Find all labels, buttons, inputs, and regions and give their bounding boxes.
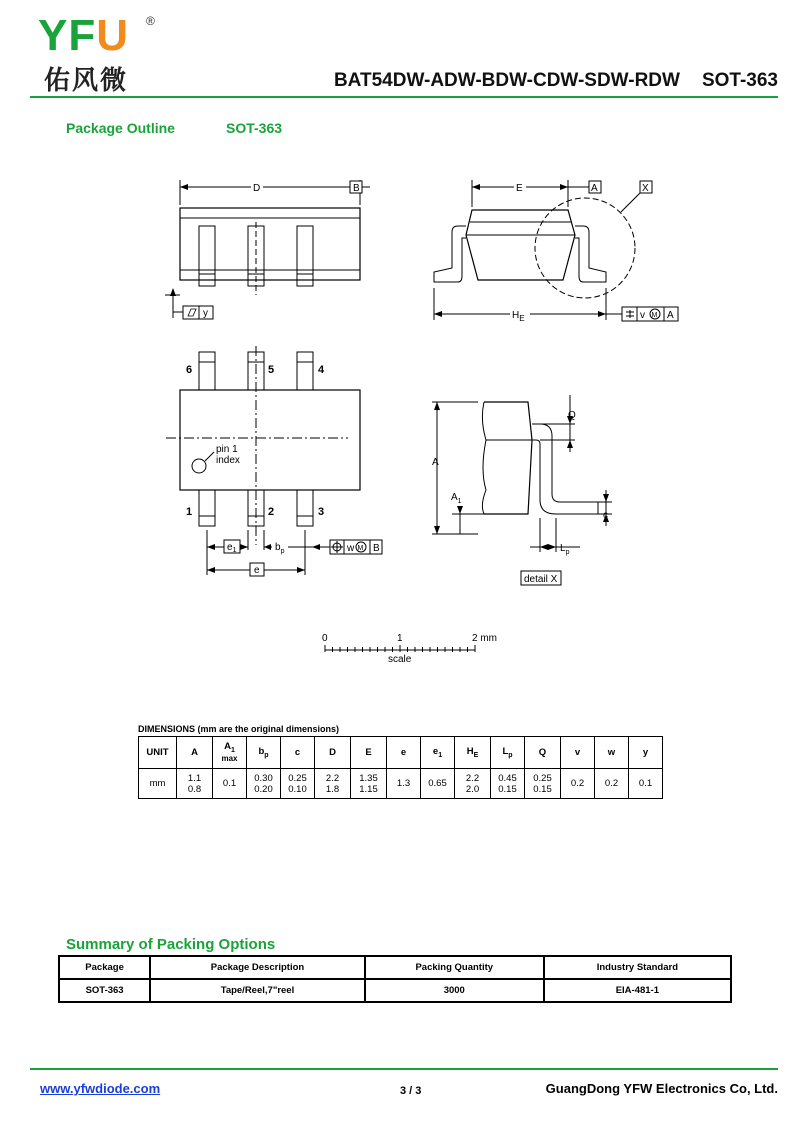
label-X: X <box>642 183 649 194</box>
dimension-header-cell: E <box>351 737 387 769</box>
label-Q: Q <box>568 410 576 421</box>
packing-header-cell: Packing Quantity <box>365 956 544 979</box>
packing-header-cell: Industry Standard <box>544 956 731 979</box>
dimension-header-cell: UNIT <box>139 737 177 769</box>
dimensions-value-row <box>139 769 663 799</box>
company-name: GuangDong YFW Electronics Co, Ltd. <box>545 1081 778 1096</box>
label-M-2: M <box>357 545 364 552</box>
registered-mark: ® <box>146 14 155 28</box>
label-v: v <box>640 310 645 321</box>
label-M-1: M <box>651 312 658 319</box>
packing-header-cell: Package Description <box>150 956 365 979</box>
dimensions-caption: DIMENSIONS (mm are the original dimensions) <box>138 724 340 734</box>
packing-data-row <box>59 979 731 1002</box>
scale-tick-0: 0 <box>322 633 328 644</box>
dimension-header-cell: D <box>315 737 351 769</box>
dimension-value-cell: mm <box>139 769 177 799</box>
pin-4-label: 4 <box>318 364 325 376</box>
dimension-value-cell: 0.65 <box>421 769 455 799</box>
package-outline-title: Package Outline <box>66 120 175 136</box>
pin1-index-line1: pin 1 <box>216 444 238 455</box>
dimension-header-cell: $A_1$ max <box>213 737 247 769</box>
packing-cell-package: SOT-363 <box>59 979 150 1002</box>
dimension-value-cell: 0.1 <box>629 769 663 799</box>
dimension-value-cell: 1.1 0.8 <box>177 769 213 799</box>
package-outline-package: SOT-363 <box>226 120 283 136</box>
datum-A: A <box>591 183 598 194</box>
label-w: w <box>347 543 355 554</box>
dimension-value-cell: 0.25 0.10 <box>281 769 315 799</box>
dimension-header-cell: c <box>281 737 315 769</box>
dimension-value-cell: 0.45 0.15 <box>491 769 525 799</box>
dimension-value-cell: 0.30 0.20 <box>247 769 281 799</box>
dimension-header-cell: $L_p$ <box>491 737 525 769</box>
logo-letter-u: U <box>96 11 130 60</box>
label-c: c <box>603 510 608 521</box>
dimension-header-cell: A <box>177 737 213 769</box>
footer-divider <box>30 1068 778 1070</box>
dimension-value-cell: 0.25 0.15 <box>525 769 561 799</box>
packing-header-row <box>59 956 731 979</box>
label-y: y <box>203 308 208 319</box>
scale-tick-2: 2 mm <box>472 633 497 644</box>
label-B-ref: B <box>373 543 380 554</box>
label-e: e <box>254 565 260 576</box>
dimensions-header-row <box>139 737 663 769</box>
part-numbers: BAT54DW-ADW-BDW-CDW-SDW-RDW <box>333 70 680 91</box>
side-view <box>434 180 678 323</box>
label-E: E <box>516 183 523 194</box>
dimension-value-cell: 2.2 2.0 <box>455 769 491 799</box>
dimensions-table <box>138 736 663 799</box>
header-package: SOT-363 <box>701 70 778 91</box>
label-bp: $b_p$ <box>275 542 285 555</box>
label-Lp: $L_p$ <box>560 543 570 556</box>
plan-view <box>166 346 382 576</box>
pin1-index-line2: index <box>216 455 240 466</box>
packing-table <box>58 955 732 1003</box>
dimension-value-cell: 1.35 1.15 <box>351 769 387 799</box>
pin-1-label: 1 <box>186 506 193 518</box>
packing-header-cell: Package <box>59 956 150 979</box>
label-HE: $H_E$ <box>512 310 525 323</box>
label-A1: $A_1$ <box>451 492 462 505</box>
packing-options-title: Summary of Packing Options <box>66 936 276 953</box>
scale-tick-1: 1 <box>397 633 403 644</box>
logo-letters-yf: YF <box>38 11 97 60</box>
detail-x-view <box>432 395 612 585</box>
label-D: D <box>253 183 261 194</box>
packing-cell-description: Tape/Reel,7"reel <box>150 979 365 1002</box>
dimension-header-cell: $e_1$ <box>421 737 455 769</box>
dimension-header-cell: e <box>387 737 421 769</box>
label-A-ref: A <box>667 310 674 321</box>
detail-x-label: detail X <box>524 574 558 585</box>
scale-bar <box>322 633 497 665</box>
datum-B: B <box>353 183 360 194</box>
dimension-header-cell: $H_E$ <box>455 737 491 769</box>
pin-2-label: 2 <box>268 506 275 518</box>
pin-6-label: 6 <box>186 364 193 376</box>
dimension-value-cell: 2.2 1.8 <box>315 769 351 799</box>
website-link[interactable]: www.yfwdiode.com <box>40 1081 161 1096</box>
pin-3-label: 3 <box>318 506 325 518</box>
label-e1: $e_1$ <box>227 542 237 554</box>
packing-cell-quantity: 3000 <box>365 979 544 1002</box>
scale-label: scale <box>388 654 412 665</box>
packing-cell-standard: EIA-481-1 <box>544 979 731 1002</box>
logo-chinese-name: 佑风微 <box>44 66 129 96</box>
dimension-header-cell: y <box>629 737 663 769</box>
dimension-header-cell: Q <box>525 737 561 769</box>
dimension-header-cell: v <box>561 737 595 769</box>
pin-5-label: 5 <box>268 364 275 376</box>
dimension-value-cell: 1.3 <box>387 769 421 799</box>
top-view <box>165 180 370 319</box>
label-A: A <box>432 457 439 468</box>
dimension-header-cell: w <box>595 737 629 769</box>
dimension-value-cell: 0.2 <box>595 769 629 799</box>
page-number: 3 / 3 <box>400 1085 422 1097</box>
dimension-header-cell: $b_p$ <box>247 737 281 769</box>
dimension-value-cell: 0.1 <box>213 769 247 799</box>
dimension-value-cell: 0.2 <box>561 769 595 799</box>
